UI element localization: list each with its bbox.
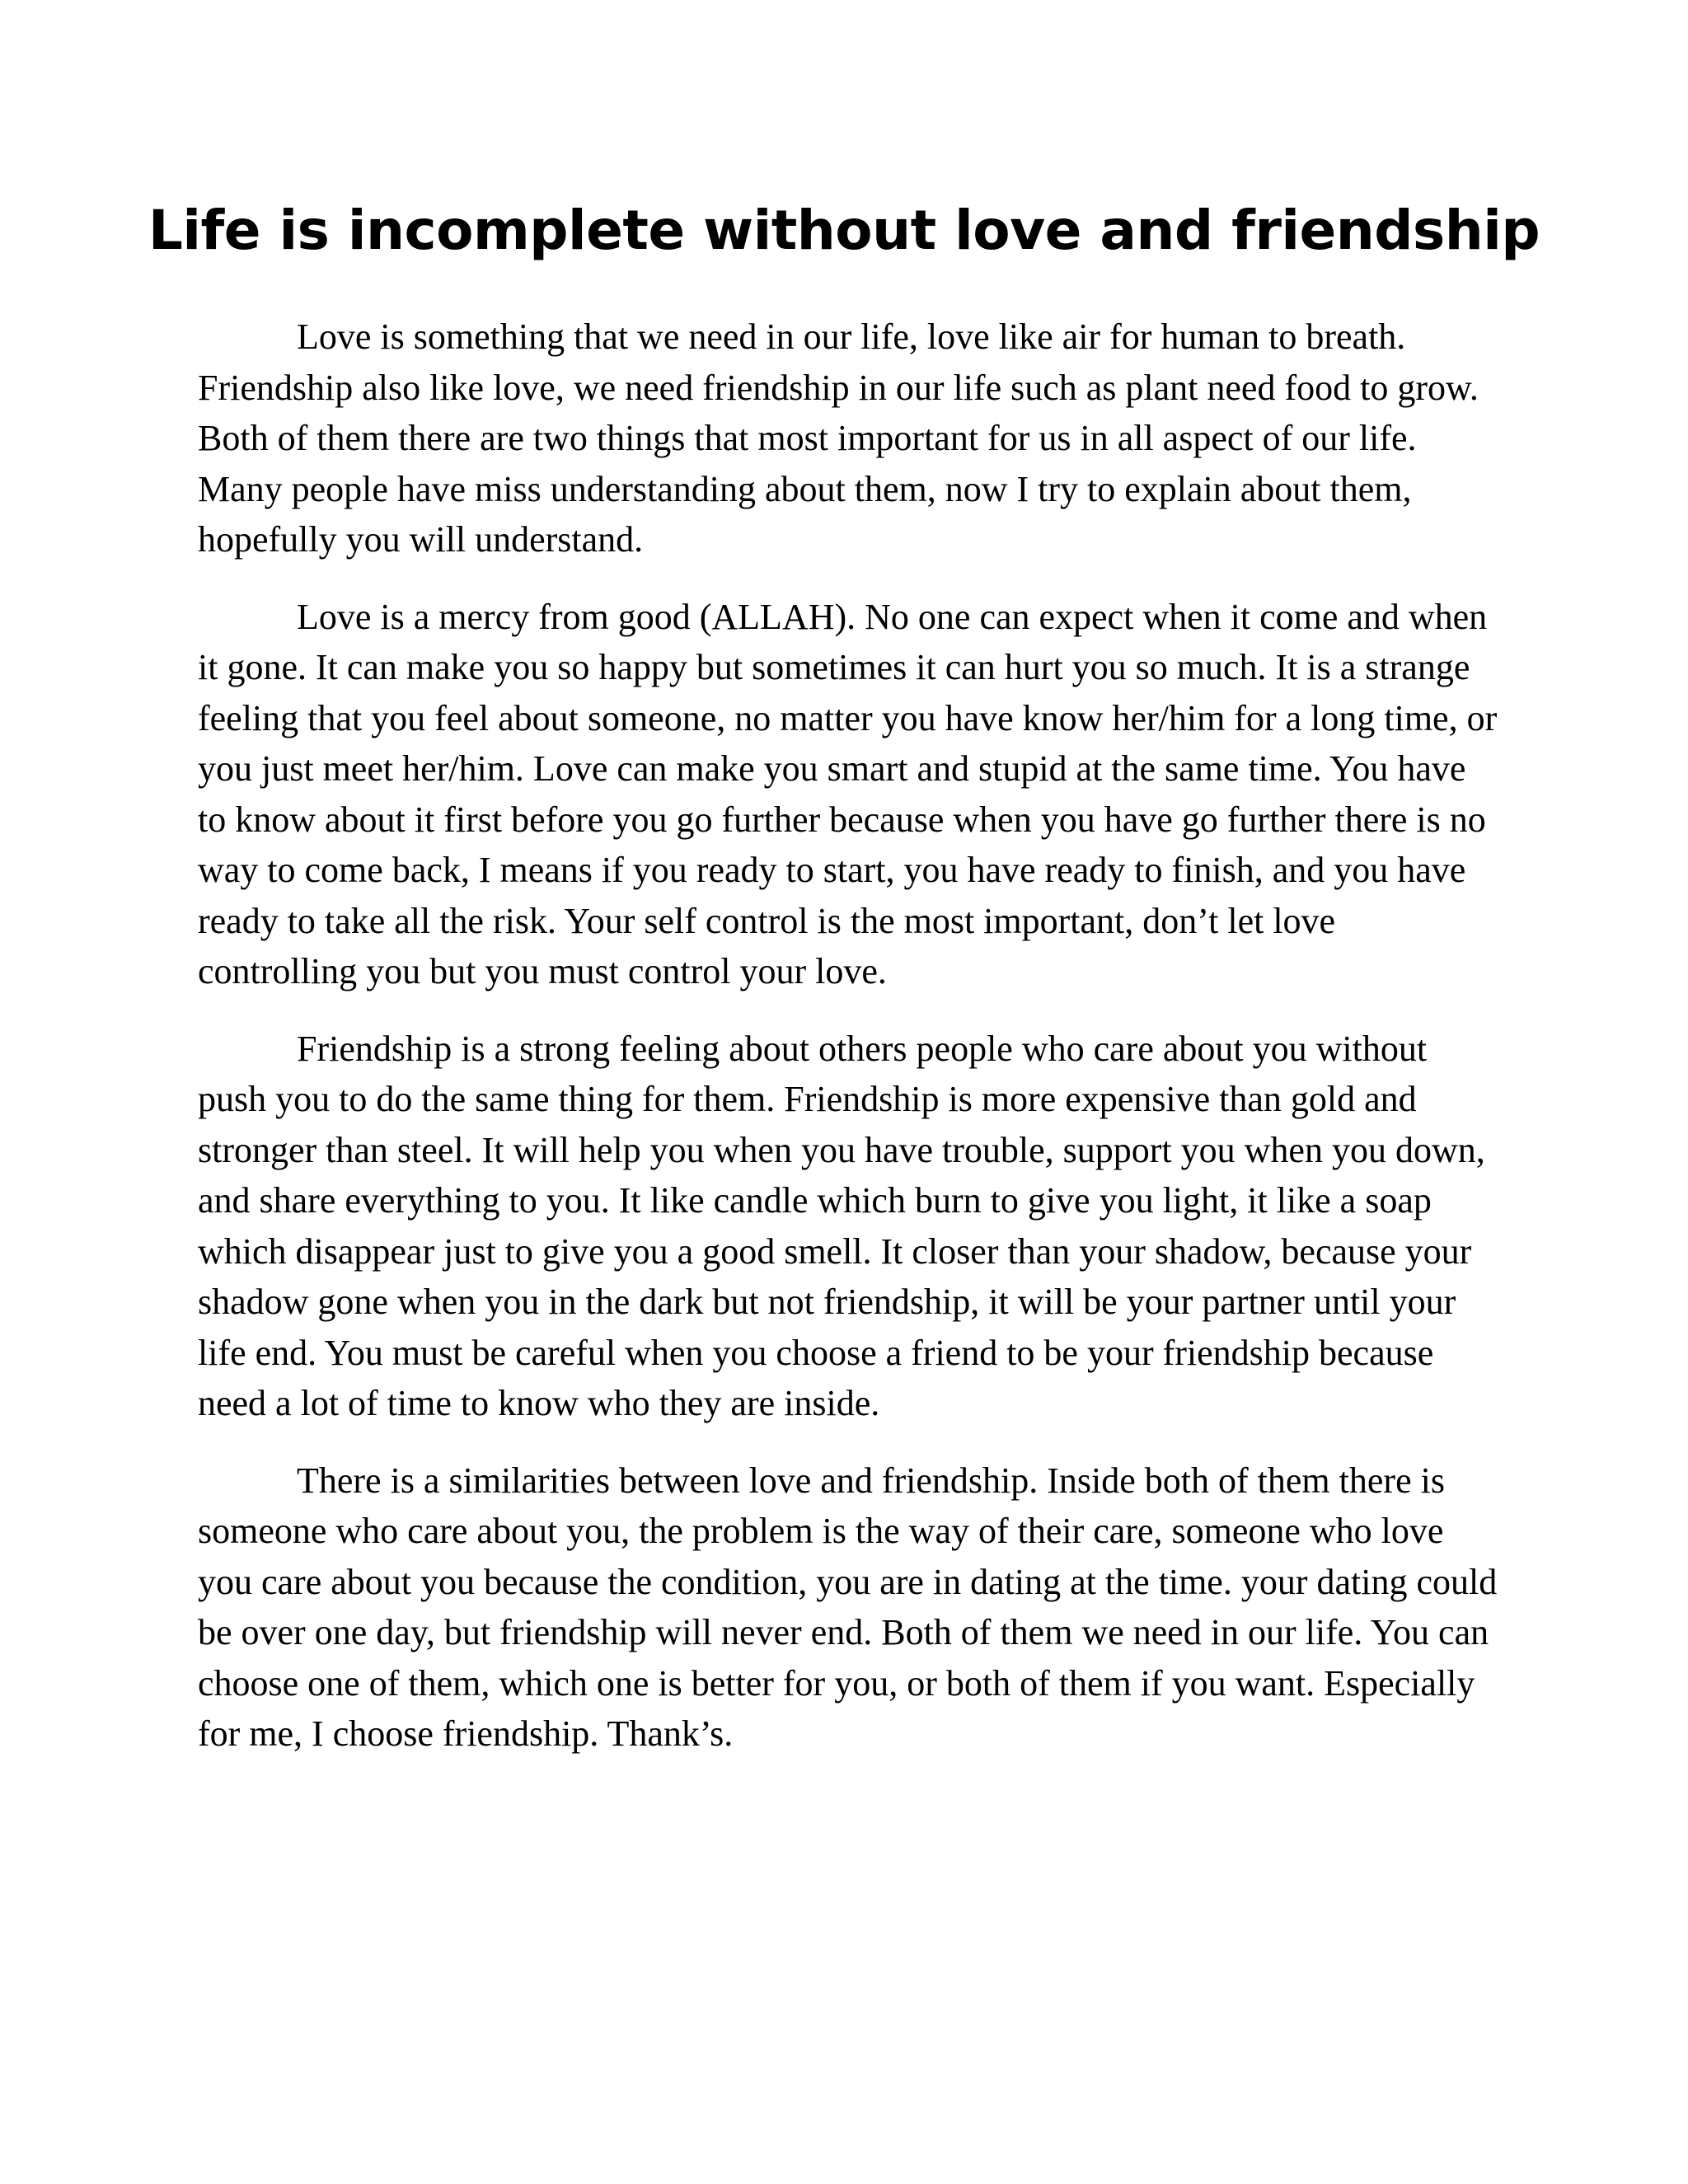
paragraph-2: Love is a mercy from good (ALLAH). No one can expect when it come and when it gone. It can make you so happy but sometimes it can hurt you so much. It is a strange feeling that you feel about someone, no matter you have know her/him for a long time, or you just meet her/him. Love can make you smart and stupid at the same time. You have to know about it first before you go further because when you have go further there is no way to come back, I means if you ready to start, you have ready to finish, and you have ready to take all the risk. Your self control is the most important, don’t let love controlling you but you must control your love. (198, 596, 1498, 991)
paragraph-1: Love is something that we need in our life, love like air for human to breath. Friendship also like love, we need friendship in our life such as plant need food to grow. Both of them there are two things that most important for us in all aspect of our life. Many people have miss understanding about them, now I try to explain about them, hopefully you will understand. (198, 316, 1479, 560)
document-body (198, 312, 1500, 1786)
paragraph-4: There is a similarities between love and friendship. Inside both of them there is someone who care about you, the problem is the way of their care, someone who love you care about you because the condition, you are in dating at the time. your dating could be over one day, but friendship will never end. Both of them we need in our life. You can choose one of them, which one is better for you, or both of them if you want. Especially for me, I choose friendship. Thank’s. (198, 1460, 1498, 1754)
paragraph-3: Friendship is a strong feeling about others people who care about you without push you to do the same thing for them. Friendship is more expensive than gold and stronger than steel. It will help you when you have trouble, support you when you down, and share everything to you. It like candle which burn to give you light, it like a soap which disappear just to give you a good smell. It closer than your shadow, because your shadow gone when you in the dark but not friendship, it will be your partner until your life end. You must be careful when you choose a friend to be your friendship because need a lot of time to know who they are inside. (198, 1028, 1485, 1423)
document-title: Life is incomplete without love and friendship (148, 199, 1540, 262)
